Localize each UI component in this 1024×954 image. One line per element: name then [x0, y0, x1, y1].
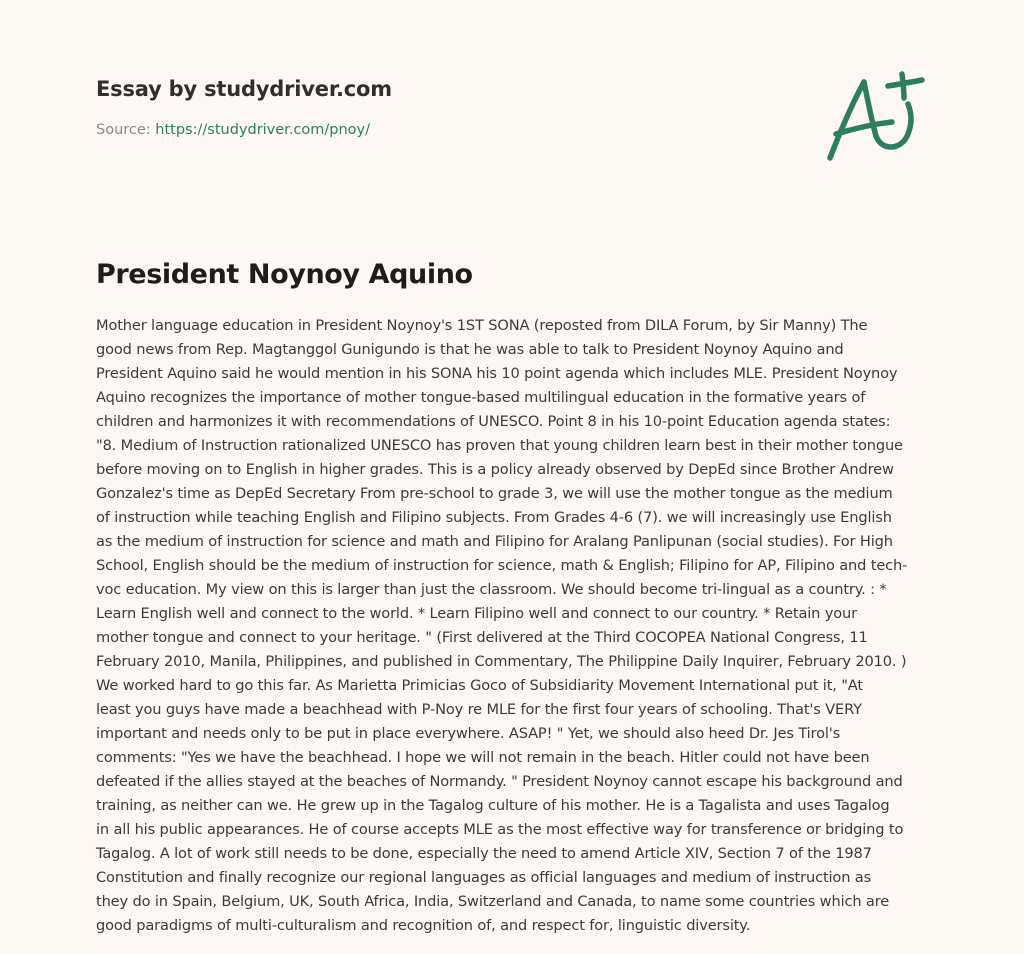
essay-line: good paradigms of multi-culturalism and recognition of, and respect for, linguistic diversity. — [96, 917, 751, 934]
essay-header — [96, 74, 796, 140]
essay-line: "8. Medium of Instruction rationalized UNESCO has proven that young children learn best in their mother tongue — [96, 437, 903, 454]
essay-line: they do in Spain, Belgium, UK, South Africa, India, Switzerland and Canada, to name some countries which are — [96, 893, 890, 910]
essay-line: School, English should be the medium of instruction for science, math & English; Filipino for AP, Filipino and tech- — [96, 557, 908, 574]
source-label: Source: — [96, 122, 156, 138]
a-plus-grade-icon — [822, 66, 932, 166]
essay-line: Learn English well and connect to the world. * Learn Filipino well and connect to our country. * Retain your — [96, 605, 857, 622]
essay-line: We worked hard to go this far. As Marietta Primicias Goco of Subsidiarity Movement International put it, "At — [96, 677, 863, 694]
essay-body — [96, 314, 936, 938]
essay-line: of instruction while teaching English and Filipino subjects. From Grades 4-6 (7). we will increasingly use English — [96, 509, 892, 526]
essay-line: President Aquino said he would mention in his SONA his 10 point agenda which includes MLE. President Noynoy — [96, 365, 898, 382]
essay-line: defeated if the allies stayed at the beaches of Normandy. " President Noynoy cannot escape his background and — [96, 773, 903, 790]
essay-line: training, as neither can we. He grew up in the Tagalog culture of his mother. He is a Tagalista and uses Tagalog — [96, 797, 890, 814]
essay-line: before moving on to English in higher grades. This is a policy already observed by DepEd since Brother Andrew — [96, 461, 894, 478]
essay-line: Gonzalez's time as DepEd Secretary From pre-school to grade 3, we will use the mother tongue as the medium — [96, 485, 893, 502]
essay-line: mother tongue and connect to your heritage. " (First delivered at the Third COCOPEA National Congress, 11 — [96, 629, 868, 646]
essay-line: least you guys have made a beachhead with P-Noy re MLE for the first four years of schooling. That's VERY — [96, 701, 862, 718]
essay-line: as the medium of instruction for science and math and Filipino for Aralang Panlipunan (social studies). For High — [96, 533, 893, 550]
essay-line: in all his public appearances. He of course accepts MLE as the most effective way for transference or bridging to — [96, 821, 904, 838]
page-title: President Noynoy Aquino — [96, 259, 473, 290]
essay-line: Mother language education in President Noynoy's 1ST SONA (reposted from DILA Forum, by Sir Manny) The — [96, 317, 868, 334]
essay-line: comments: "Yes we have the beachhead. I hope we will not remain in the beach. Hitler could not have been — [96, 749, 870, 766]
essay-line: good news from Rep. Magtanggol Gunigundo is that he was able to talk to President Noynoy Aquino and — [96, 341, 844, 358]
essay-line: important and needs only to be put in place everywhere. ASAP! " Yet, we should also heed Dr. Jes Tirol's — [96, 725, 841, 742]
essay-line: voc education. My view on this is larger than just the classroom. We should become tri-lingual as a country. : * — [96, 581, 887, 598]
source-link[interactable]: https://studydriver.com/pnoy/ — [155, 122, 371, 138]
essay-line: Tagalog. A lot of work still needs to be done, especially the need to amend Article XIV, Section 7 of the 1987 — [96, 845, 872, 862]
site-title: Essay by studydriver.com — [96, 77, 392, 101]
source-line — [96, 120, 796, 140]
essay-line: Constitution and finally recognize our regional languages as official languages and medium of instruction as — [96, 869, 872, 886]
essay-line: February 2010, Manila, Philippines, and published in Commentary, The Philippine Daily Inquirer, February 2010. ) — [96, 653, 907, 670]
essay-line: Aquino recognizes the importance of mother tongue-based multilingual education in the formative years of — [96, 389, 866, 406]
essay-line: children and harmonizes it with recommendations of UNESCO. Point 8 in his 10-point Education agenda states: — [96, 413, 891, 430]
